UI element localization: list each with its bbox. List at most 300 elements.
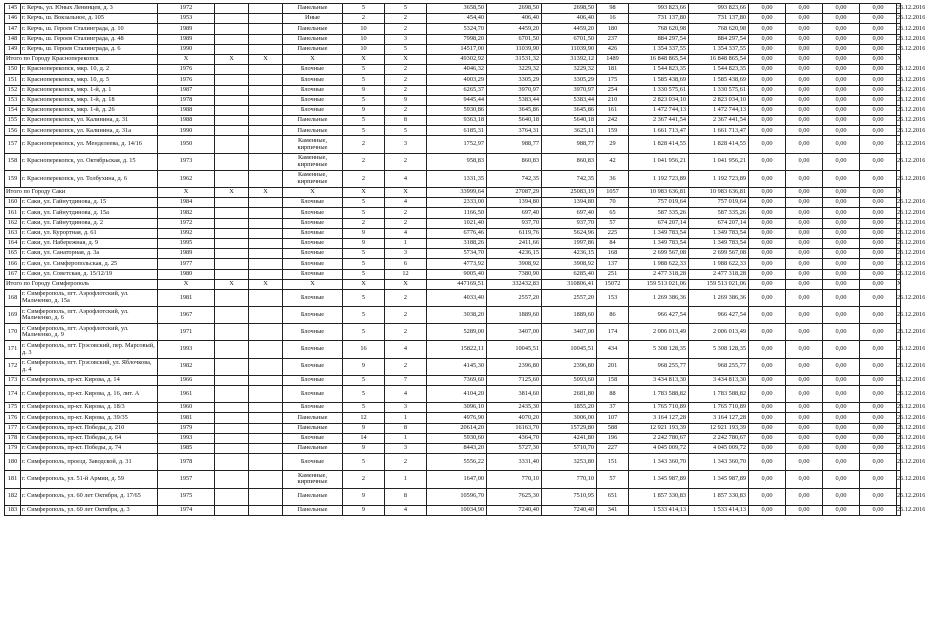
total-area-cell: 20614,20 xyxy=(427,423,487,433)
aux-col-2-cell xyxy=(249,289,283,306)
total-residents-cell: 1057 xyxy=(597,188,629,198)
floors-cell: 9 xyxy=(343,228,385,238)
total-cost-total-cell: 16 848 865,54 xyxy=(629,54,689,64)
cost-local-cell: 0,00 xyxy=(823,105,860,115)
entrances-cell: 2 xyxy=(385,75,427,85)
table-row xyxy=(5,454,901,471)
completion-date-cell: 26.12.2016 xyxy=(897,454,901,471)
cost-local-cell: 0,00 xyxy=(823,170,860,187)
cost-owners-cell: 0,00 xyxy=(860,116,897,126)
cost-owners-cell: 0,00 xyxy=(860,238,897,248)
row-number-cell: 165 xyxy=(5,249,21,259)
table-row xyxy=(5,44,901,54)
completion-date-cell: 26.12.2016 xyxy=(897,488,901,505)
residential-area-cell: 15729,80 xyxy=(542,423,597,433)
aux-col-2-cell xyxy=(249,238,283,248)
floors-cell: 5 xyxy=(343,65,385,75)
address-cell: г. Саки, ул. Гайнутдинова, д. 2 xyxy=(21,218,158,228)
row-number-cell: 164 xyxy=(5,238,21,248)
residents-cell: 98 xyxy=(597,4,629,14)
aux-col-2-cell xyxy=(249,423,283,433)
residential-area-cell: 3305,29 xyxy=(542,75,597,85)
cost-local-cell: 0,00 xyxy=(823,433,860,443)
cost-fund-cell: 674 207,14 xyxy=(689,218,749,228)
residential-area-cell: 2396,80 xyxy=(542,358,597,375)
wall-material-cell: Блочные xyxy=(283,218,343,228)
aux-col-2-cell xyxy=(249,105,283,115)
cost-regional-cell: 0,00 xyxy=(786,307,823,324)
completion-date-cell: 26.12.2016 xyxy=(897,228,901,238)
table-row xyxy=(5,249,901,259)
cost-regional-cell: 0,00 xyxy=(786,198,823,208)
residential-area-cell: 10045,51 xyxy=(542,341,597,358)
row-number-cell: 183 xyxy=(5,505,21,515)
aux-col-2-cell xyxy=(249,433,283,443)
wall-material-cell: Блочные xyxy=(283,198,343,208)
cost-total-cell: 3 434 813,30 xyxy=(629,375,689,385)
total-cost-fund-cell: 159 513 021,06 xyxy=(689,279,749,289)
floors-cell: 2 xyxy=(343,218,385,228)
build-year-cell: 1980 xyxy=(158,269,215,279)
total-total-area-cell: 447169,51 xyxy=(427,279,487,289)
aux-col-1-cell xyxy=(215,218,249,228)
build-year-cell: 1957 xyxy=(158,471,215,488)
total-area-cell: 9363,18 xyxy=(427,116,487,126)
build-year-cell: 1978 xyxy=(158,95,215,105)
residential-area-cell: 5624,96 xyxy=(542,228,597,238)
aux-col-2-cell xyxy=(249,413,283,423)
cost-fund-cell: 1 585 438,69 xyxy=(689,75,749,85)
wall-material-cell: Блочные xyxy=(283,105,343,115)
total-cost-federal-cell: 0,00 xyxy=(749,188,786,198)
aux-col-2-cell xyxy=(249,95,283,105)
table-row xyxy=(5,324,901,341)
wall-material-cell: Панельные xyxy=(283,488,343,505)
aux-col-2-cell xyxy=(249,454,283,471)
cost-federal-cell: 0,00 xyxy=(749,249,786,259)
floors-cell: 5 xyxy=(343,403,385,413)
aux-col-2-cell xyxy=(249,14,283,24)
floors-cell: 5 xyxy=(343,324,385,341)
table-row xyxy=(5,443,901,453)
table-body xyxy=(5,4,925,516)
cost-owners-cell: 0,00 xyxy=(860,65,897,75)
aux-col-1-cell xyxy=(215,208,249,218)
wall-material-cell: Блочные xyxy=(283,403,343,413)
wall-material-cell: Каменные, кирпичные xyxy=(283,136,343,153)
build-year-cell: 1995 xyxy=(158,238,215,248)
cost-regional-cell: 0,00 xyxy=(786,269,823,279)
premises-area-cell: 4236,15 xyxy=(487,249,542,259)
cost-regional-cell: 0,00 xyxy=(786,75,823,85)
address-cell: г. Симферополь, ул. 51-й Армии, д. 59 xyxy=(21,471,158,488)
table-row xyxy=(5,85,901,95)
cost-total-cell: 1 472 744,13 xyxy=(629,105,689,115)
cost-fund-cell: 1 661 713,47 xyxy=(689,126,749,136)
residential-area-cell: 7510,95 xyxy=(542,488,597,505)
premises-area-cell: 2396,80 xyxy=(487,358,542,375)
completion-date-cell: 26.12.2016 xyxy=(897,44,901,54)
cost-owners-cell: 0,00 xyxy=(860,324,897,341)
floors-cell: 2 xyxy=(343,471,385,488)
total-area-cell: 5930,60 xyxy=(427,433,487,443)
total-area-cell: 7998,20 xyxy=(427,34,487,44)
floors-cell: 9 xyxy=(343,238,385,248)
wall-material-cell: Панельные xyxy=(283,443,343,453)
table-row xyxy=(5,116,901,126)
residential-area-cell: 1997,86 xyxy=(542,238,597,248)
entrances-cell: 2 xyxy=(385,218,427,228)
address-cell: г. Симферополь, пр-кт. Кирова, д. 16, лит. А xyxy=(21,386,158,403)
aux-col-2-cell xyxy=(249,136,283,153)
address-cell: г. Керчь, ш. Героев Сталинграда, д. 48 xyxy=(21,34,158,44)
cost-fund-cell: 1 343 360,70 xyxy=(689,454,749,471)
aux-col-2-cell xyxy=(249,403,283,413)
aux-col-2-cell xyxy=(249,34,283,44)
residential-area-cell: 6701,50 xyxy=(542,34,597,44)
aux-col-1-cell xyxy=(215,505,249,515)
cost-owners-cell: 0,00 xyxy=(860,249,897,259)
residential-area-cell: 697,40 xyxy=(542,208,597,218)
cost-owners-cell: 0,00 xyxy=(860,85,897,95)
cost-fund-cell: 1 988 622,33 xyxy=(689,259,749,269)
cost-local-cell: 0,00 xyxy=(823,218,860,228)
address-cell: г. Керчь, ш. Вокзальное, д. 105 xyxy=(21,14,158,24)
total-area-cell: 9445,44 xyxy=(427,95,487,105)
address-cell: г. Симферополь, пр-кт. Кирова, д. 39/35 xyxy=(21,413,158,423)
cost-total-cell: 2 477 318,28 xyxy=(629,269,689,279)
row-number-cell: 145 xyxy=(5,4,21,14)
cost-regional-cell: 0,00 xyxy=(786,4,823,14)
floors-cell: 9 xyxy=(343,85,385,95)
cost-local-cell: 0,00 xyxy=(823,238,860,248)
wall-material-cell: Блочные xyxy=(283,386,343,403)
cost-local-cell: 0,00 xyxy=(823,153,860,170)
table-row xyxy=(5,208,901,218)
cost-total-cell: 768 620,98 xyxy=(629,24,689,34)
total-area-cell: 5556,22 xyxy=(427,454,487,471)
floors-cell: 9 xyxy=(343,443,385,453)
row-number-cell: 181 xyxy=(5,471,21,488)
cost-local-cell: 0,00 xyxy=(823,14,860,24)
aux-col-2-cell xyxy=(249,488,283,505)
table-row xyxy=(5,403,901,413)
cost-owners-cell: 0,00 xyxy=(860,170,897,187)
address-cell: г. Саки, ул. Советская, д. 15/12/19 xyxy=(21,269,158,279)
premises-area-cell: 988,77 xyxy=(487,136,542,153)
cost-regional-cell: 0,00 xyxy=(786,85,823,95)
table-row xyxy=(5,375,901,385)
residential-area-cell: 937,70 xyxy=(542,218,597,228)
total-cost-fund-cell: 16 848 865,54 xyxy=(689,54,749,64)
aux-col-1-cell xyxy=(215,324,249,341)
residential-area-cell: 5093,60 xyxy=(542,375,597,385)
cost-total-cell: 1 192 723,89 xyxy=(629,170,689,187)
cost-local-cell: 0,00 xyxy=(823,358,860,375)
aux-col-1-cell xyxy=(215,259,249,269)
aux-col-1-cell xyxy=(215,269,249,279)
premises-area-cell: 742,35 xyxy=(487,170,542,187)
total-build-year-cell: X xyxy=(158,279,215,289)
build-year-cell: 1973 xyxy=(158,153,215,170)
cost-regional-cell: 0,00 xyxy=(786,136,823,153)
floors-cell: 2 xyxy=(343,170,385,187)
floors-cell: 9 xyxy=(343,505,385,515)
total-premises-area-cell: 27087,29 xyxy=(487,188,542,198)
cost-total-cell: 1 349 783,54 xyxy=(629,228,689,238)
cost-owners-cell: 0,00 xyxy=(860,454,897,471)
entrances-cell: 2 xyxy=(385,307,427,324)
residential-area-cell: 1855,20 xyxy=(542,403,597,413)
cost-regional-cell: 0,00 xyxy=(786,471,823,488)
aux-col-1-cell xyxy=(215,105,249,115)
wall-material-cell: Блочные xyxy=(283,433,343,443)
row-number-cell: 162 xyxy=(5,218,21,228)
residential-area-cell: 1394,80 xyxy=(542,198,597,208)
floors-cell: 2 xyxy=(343,136,385,153)
completion-date-cell: 26.12.2016 xyxy=(897,85,901,95)
build-year-cell: 1966 xyxy=(158,375,215,385)
residents-cell: 237 xyxy=(597,34,629,44)
premises-area-cell: 7625,30 xyxy=(487,488,542,505)
residents-cell: 161 xyxy=(597,105,629,115)
cost-total-cell: 1 330 575,61 xyxy=(629,85,689,95)
premises-area-cell: 11039,90 xyxy=(487,44,542,54)
table-row xyxy=(5,136,901,153)
address-cell: г. Симферополь, пгт. Аэрофлотский, ул. Мальченко, д. 15а xyxy=(21,289,158,306)
wall-material-cell: Панельные xyxy=(283,413,343,423)
build-year-cell: 1971 xyxy=(158,324,215,341)
floors-cell: 5 xyxy=(343,4,385,14)
aux-col-1-cell xyxy=(215,136,249,153)
cost-total-cell: 1 544 823,35 xyxy=(629,65,689,75)
cost-fund-cell: 2 242 780,67 xyxy=(689,433,749,443)
premises-area-cell: 1394,80 xyxy=(487,198,542,208)
total-area-cell: 5734,70 xyxy=(427,249,487,259)
cost-federal-cell: 0,00 xyxy=(749,24,786,34)
floors-cell: 5 xyxy=(343,198,385,208)
total-completion-date-cell: X xyxy=(897,279,901,289)
aux-col-1-cell xyxy=(215,289,249,306)
floors-cell: 9 xyxy=(343,358,385,375)
total-cost-total-cell: 10 983 636,81 xyxy=(629,188,689,198)
entrances-cell: 2 xyxy=(385,454,427,471)
floors-cell: 9 xyxy=(343,423,385,433)
cost-total-cell: 1 354 337,55 xyxy=(629,44,689,54)
row-number-cell: 155 xyxy=(5,116,21,126)
aux-col-1-cell xyxy=(215,95,249,105)
premises-area-cell: 3814,60 xyxy=(487,386,542,403)
residents-cell: 84 xyxy=(597,238,629,248)
cost-regional-cell: 0,00 xyxy=(786,433,823,443)
completion-date-cell: 26.12.2016 xyxy=(897,423,901,433)
total-build-year-cell: X xyxy=(158,188,215,198)
total-area-cell: 6776,46 xyxy=(427,228,487,238)
total-area-cell: 1166,50 xyxy=(427,208,487,218)
wall-material-cell: Панельные xyxy=(283,4,343,14)
table-row xyxy=(5,24,901,34)
aux-col-1-cell xyxy=(215,249,249,259)
table-row xyxy=(5,307,901,324)
cost-federal-cell: 0,00 xyxy=(749,65,786,75)
cost-owners-cell: 0,00 xyxy=(860,289,897,306)
build-year-cell: 1961 xyxy=(158,386,215,403)
aux-col-2-cell xyxy=(249,386,283,403)
premises-area-cell: 5383,44 xyxy=(487,95,542,105)
completion-date-cell: 26.12.2016 xyxy=(897,358,901,375)
build-year-cell: 1972 xyxy=(158,4,215,14)
cost-federal-cell: 0,00 xyxy=(749,413,786,423)
cost-local-cell: 0,00 xyxy=(823,488,860,505)
cost-fund-cell: 1 349 783,54 xyxy=(689,228,749,238)
cost-local-cell: 0,00 xyxy=(823,259,860,269)
completion-date-cell: 26.12.2016 xyxy=(897,24,901,34)
cost-regional-cell: 0,00 xyxy=(786,289,823,306)
completion-date-cell: 26.12.2016 xyxy=(897,126,901,136)
completion-date-cell: 26.12.2016 xyxy=(897,259,901,269)
completion-date-cell: 26.12.2016 xyxy=(897,170,901,187)
floors-cell: 2 xyxy=(343,14,385,24)
table-row xyxy=(5,289,901,306)
address-cell: г. Керчь, ш. Героев Сталинграда, д. 10 xyxy=(21,24,158,34)
table-row xyxy=(5,198,901,208)
build-year-cell: 1981 xyxy=(158,413,215,423)
total-area-cell: 14517,00 xyxy=(427,44,487,54)
residents-cell: 16 xyxy=(597,14,629,24)
entrances-cell: 1 xyxy=(385,433,427,443)
cost-federal-cell: 0,00 xyxy=(749,218,786,228)
total-area-cell: 5324,70 xyxy=(427,24,487,34)
table-row xyxy=(5,358,901,375)
row-number-cell: 151 xyxy=(5,75,21,85)
total-area-cell: 4104,20 xyxy=(427,386,487,403)
address-cell: г. Симферополь, пр-кт. Победы, д. 64 xyxy=(21,433,158,443)
row-number-cell: 178 xyxy=(5,433,21,443)
aux-col-2-cell xyxy=(249,259,283,269)
entrances-cell: 2 xyxy=(385,208,427,218)
address-cell: г. Симферополь, пгт. Грэсовский, пер. Марсовый, д. 3 xyxy=(21,341,158,358)
total-area-cell: 10034,90 xyxy=(427,505,487,515)
cost-local-cell: 0,00 xyxy=(823,208,860,218)
total-premises-area-cell: 332432,83 xyxy=(487,279,542,289)
row-number-cell: 146 xyxy=(5,14,21,24)
cost-fund-cell: 1 041 956,21 xyxy=(689,153,749,170)
entrances-cell: 8 xyxy=(385,116,427,126)
total-area-cell: 3658,50 xyxy=(427,4,487,14)
aux-col-2-cell xyxy=(249,208,283,218)
build-year-cell: 1950 xyxy=(158,136,215,153)
cost-local-cell: 0,00 xyxy=(823,307,860,324)
cost-federal-cell: 0,00 xyxy=(749,358,786,375)
residential-area-cell: 3253,80 xyxy=(542,454,597,471)
entrances-cell: 3 xyxy=(385,249,427,259)
build-year-cell: 1990 xyxy=(158,126,215,136)
address-cell: г. Симферополь, пгт. Аэрофлотский, ул. Мальченко, д. 9 xyxy=(21,324,158,341)
cost-federal-cell: 0,00 xyxy=(749,403,786,413)
total-cost-local-cell: 0,00 xyxy=(823,188,860,198)
cost-total-cell: 1 585 438,69 xyxy=(629,75,689,85)
row-number-cell: 160 xyxy=(5,198,21,208)
wall-material-cell: Блочные xyxy=(283,238,343,248)
address-cell: г. Красноперекопск, мкр. 1-й, д. 26 xyxy=(21,105,158,115)
cost-regional-cell: 0,00 xyxy=(786,218,823,228)
build-year-cell: 1987 xyxy=(158,85,215,95)
residents-cell: 137 xyxy=(597,259,629,269)
cost-local-cell: 0,00 xyxy=(823,454,860,471)
floors-cell: 10 xyxy=(343,34,385,44)
cost-fund-cell: 966 427,54 xyxy=(689,307,749,324)
residential-area-cell: 3908,92 xyxy=(542,259,597,269)
total-area-cell: 3096,10 xyxy=(427,403,487,413)
premises-area-cell: 3229,32 xyxy=(487,65,542,75)
wall-material-cell: Блочные xyxy=(283,269,343,279)
total-cost-local-cell: 0,00 xyxy=(823,279,860,289)
cost-total-cell: 1 828 414,55 xyxy=(629,136,689,153)
cost-federal-cell: 0,00 xyxy=(749,153,786,170)
total-residential-area-cell: 25083,19 xyxy=(542,188,597,198)
cost-total-cell: 2 242 780,67 xyxy=(629,433,689,443)
cost-owners-cell: 0,00 xyxy=(860,259,897,269)
total-cost-owners-cell: 0,00 xyxy=(860,54,897,64)
total-entrances-cell: X xyxy=(385,54,427,64)
aux-col-1-cell xyxy=(215,198,249,208)
total-area-cell: 10596,70 xyxy=(427,488,487,505)
aux-col-2-cell xyxy=(249,218,283,228)
wall-material-cell: Блочные xyxy=(283,324,343,341)
completion-date-cell: 26.12.2016 xyxy=(897,375,901,385)
floors-cell: 9 xyxy=(343,488,385,505)
cost-federal-cell: 0,00 xyxy=(749,170,786,187)
cost-total-cell: 1 783 588,82 xyxy=(629,386,689,403)
address-cell: г. Красноперекопск, мкр. 10, д. 2 xyxy=(21,65,158,75)
cost-regional-cell: 0,00 xyxy=(786,14,823,24)
cost-owners-cell: 0,00 xyxy=(860,386,897,403)
row-number-cell: 149 xyxy=(5,44,21,54)
table-row xyxy=(5,238,901,248)
cost-owners-cell: 0,00 xyxy=(860,358,897,375)
aux-col-1-cell xyxy=(215,44,249,54)
completion-date-cell: 26.12.2016 xyxy=(897,403,901,413)
address-cell: г. Красноперекопск, мкр. 1-й, д. 18 xyxy=(21,95,158,105)
cost-federal-cell: 0,00 xyxy=(749,44,786,54)
cost-regional-cell: 0,00 xyxy=(786,126,823,136)
cost-regional-cell: 0,00 xyxy=(786,105,823,115)
cost-fund-cell: 1 857 330,83 xyxy=(689,488,749,505)
cost-total-cell: 993 823,66 xyxy=(629,4,689,14)
total-area-cell: 4003,29 xyxy=(427,75,487,85)
table-row xyxy=(5,105,901,115)
premises-area-cell: 7240,40 xyxy=(487,505,542,515)
cost-federal-cell: 0,00 xyxy=(749,34,786,44)
residential-area-cell: 5640,18 xyxy=(542,116,597,126)
residents-cell: 88 xyxy=(597,386,629,403)
table-row xyxy=(5,259,901,269)
total-row xyxy=(5,279,901,289)
total-cost-federal-cell: 0,00 xyxy=(749,54,786,64)
build-year-cell: 1988 xyxy=(158,116,215,126)
address-cell: г. Саки, ул. Набережная, д. 9 xyxy=(21,238,158,248)
aux-col-2-cell xyxy=(249,65,283,75)
residential-area-cell: 3645,86 xyxy=(542,105,597,115)
entrances-cell: 5 xyxy=(385,126,427,136)
address-cell: г. Саки, ул. Гайнутдинова, д. 15 xyxy=(21,198,158,208)
wall-material-cell: Блочные xyxy=(283,249,343,259)
cost-owners-cell: 0,00 xyxy=(860,126,897,136)
cost-total-cell: 1 041 956,21 xyxy=(629,153,689,170)
total-area-cell: 5930,86 xyxy=(427,105,487,115)
aux-col-2-cell xyxy=(249,505,283,515)
total-total-area-cell: 33999,64 xyxy=(427,188,487,198)
